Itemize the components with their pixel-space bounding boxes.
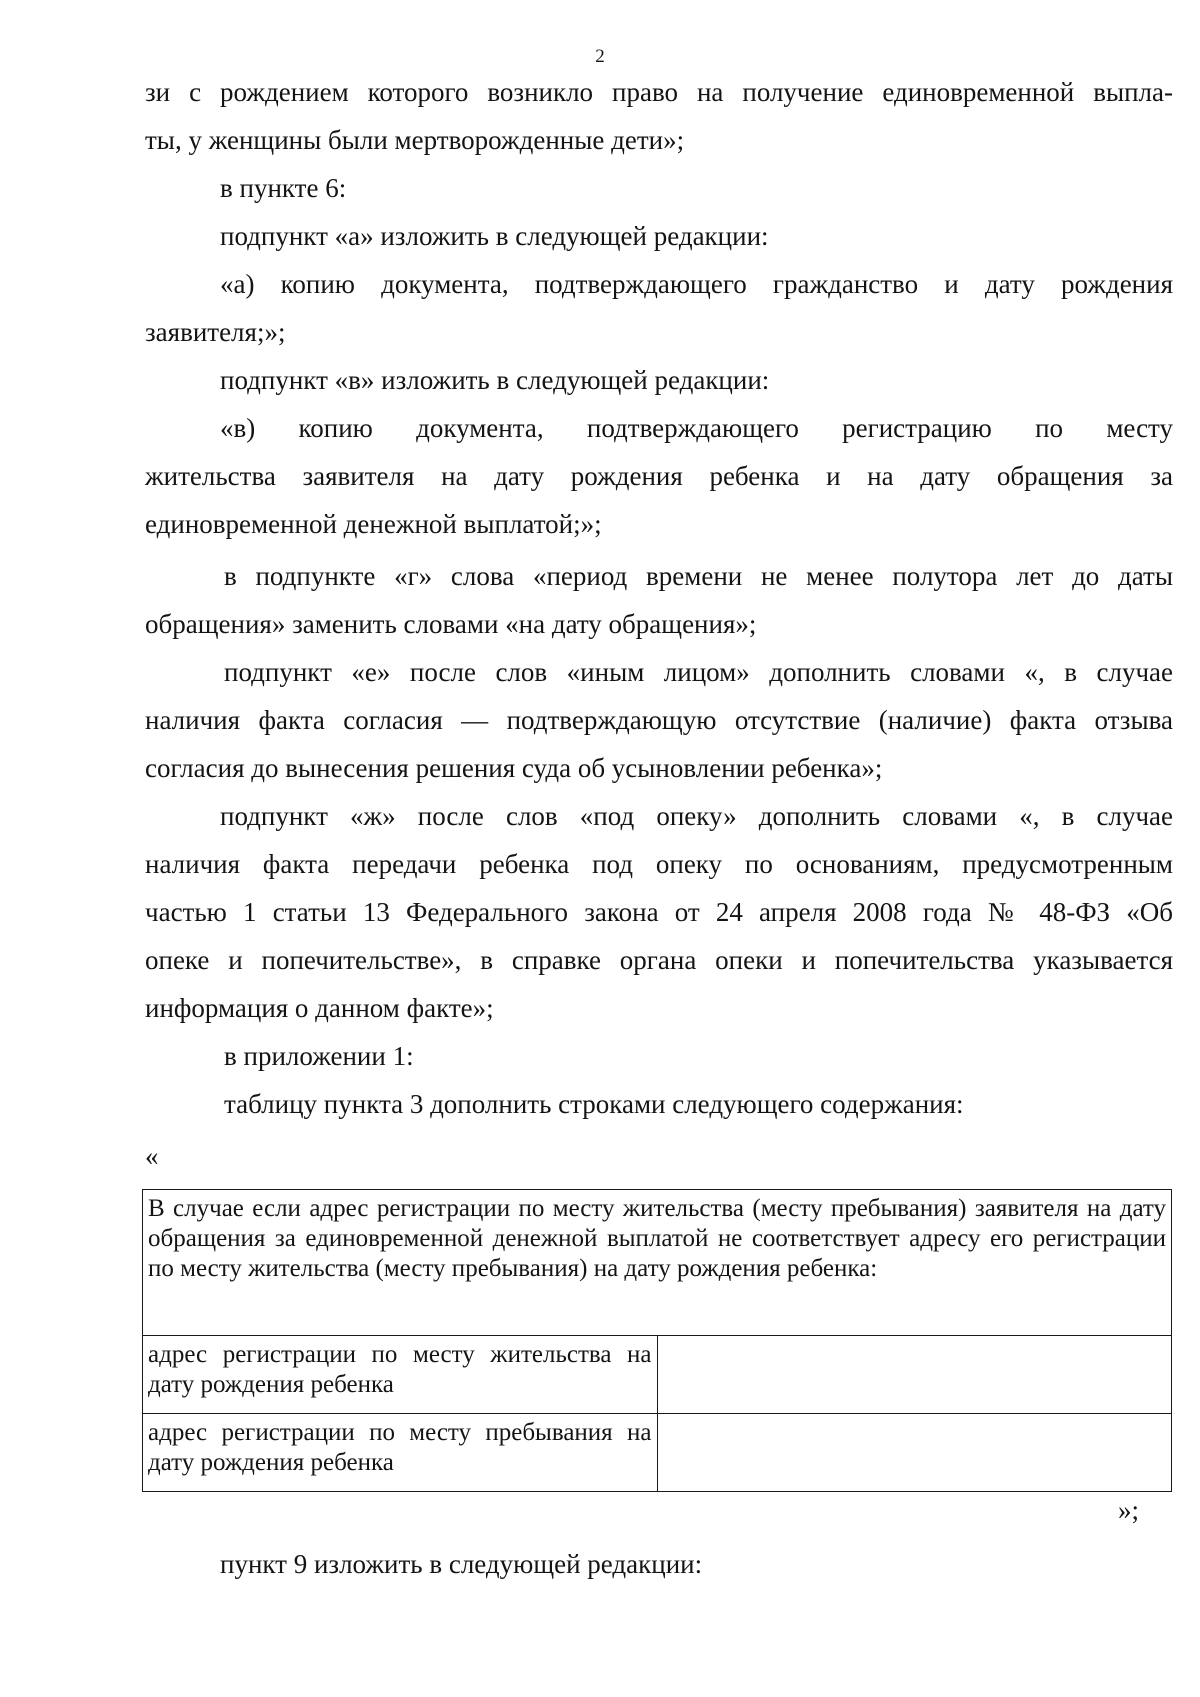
paragraph-line: наличия факта передачи ребенка под опеку по основаниям, предусмотренным: [145, 849, 1173, 879]
paragraph-line: заявителя;»;: [145, 317, 286, 347]
paragraph-line: частью 1 статьи 13 Федерального закона от 24 апреля 2008 года № 48-ФЗ «Об: [145, 897, 1173, 927]
paragraph-line: в приложении 1:: [224, 1041, 414, 1071]
paragraph-line: пункт 9 изложить в следующей редакции:: [220, 1549, 703, 1579]
paragraph-line: в пункте 6:: [220, 173, 347, 203]
opening-quote: «: [145, 1141, 159, 1171]
table-cell-label: адрес регистрации по месту пребывания на дату рождения ребенка: [143, 1414, 658, 1492]
paragraph-line: опеке и попечительстве», в справке органа опеки и попечительства указывается: [145, 945, 1173, 975]
table-cell-value: [657, 1414, 1172, 1492]
closing-quote: »;: [1118, 1495, 1140, 1525]
page-number: 2: [595, 46, 605, 67]
paragraph-line: единовременной денежной выплатой;»;: [145, 509, 602, 539]
paragraph-line: «в) копию документа, подтверждающего регистрацию по месту: [220, 413, 1173, 443]
paragraph-line: обращения» заменить словами «на дату обращения»;: [145, 609, 757, 639]
paragraph-line: согласия до вынесения решения суда об усыновлении ребенка»;: [145, 753, 883, 783]
amendment-table: [142, 1189, 1172, 1492]
paragraph-line: подпункт «е» после слов «иным лицом» дополнить словами «, в случае: [224, 657, 1173, 687]
table-cell-value: [657, 1336, 1172, 1414]
table-row: [143, 1414, 1172, 1492]
paragraph-line: подпункт «ж» после слов «под опеку» дополнить словами «, в случае: [220, 801, 1173, 831]
paragraph-line: «а) копию документа, подтверждающего гражданство и дату рождения: [220, 269, 1173, 299]
paragraph-line: подпункт «в» изложить в следующей редакции:: [220, 365, 770, 395]
paragraph-line: таблицу пункта 3 дополнить строками следующего содержания:: [224, 1089, 964, 1119]
paragraph-line: подпункт «а» изложить в следующей редакции:: [220, 221, 769, 251]
paragraph-line: ты, у женщины были мертворожденные дети»;: [145, 125, 685, 155]
table-row: [143, 1336, 1172, 1414]
table-header-cell: В случае если адрес регистрации по месту жительства (месту пребывания) заявителя на дату обращения за единовременной денежной выплатой не соответствует адресу его регистрации по месту жительства (месту пребывания) на дату рождения ребенка:: [143, 1190, 1172, 1336]
table-cell-label: адрес регистрации по месту жительства на дату рождения ребенка: [143, 1336, 658, 1414]
paragraph-line: наличия факта согласия — подтверждающую отсутствие (наличие) факта отзыва: [145, 705, 1173, 735]
paragraph-line: информация о данном факте»;: [145, 993, 494, 1023]
paragraph-line: зи с рождением которого возникло право на получение единовременной выпла-: [145, 77, 1173, 107]
paragraph-line: в подпункте «г» слова «период времени не менее полутора лет до даты: [224, 561, 1173, 591]
paragraph-line: жительства заявителя на дату рождения ребенка и на дату обращения за: [145, 461, 1173, 491]
